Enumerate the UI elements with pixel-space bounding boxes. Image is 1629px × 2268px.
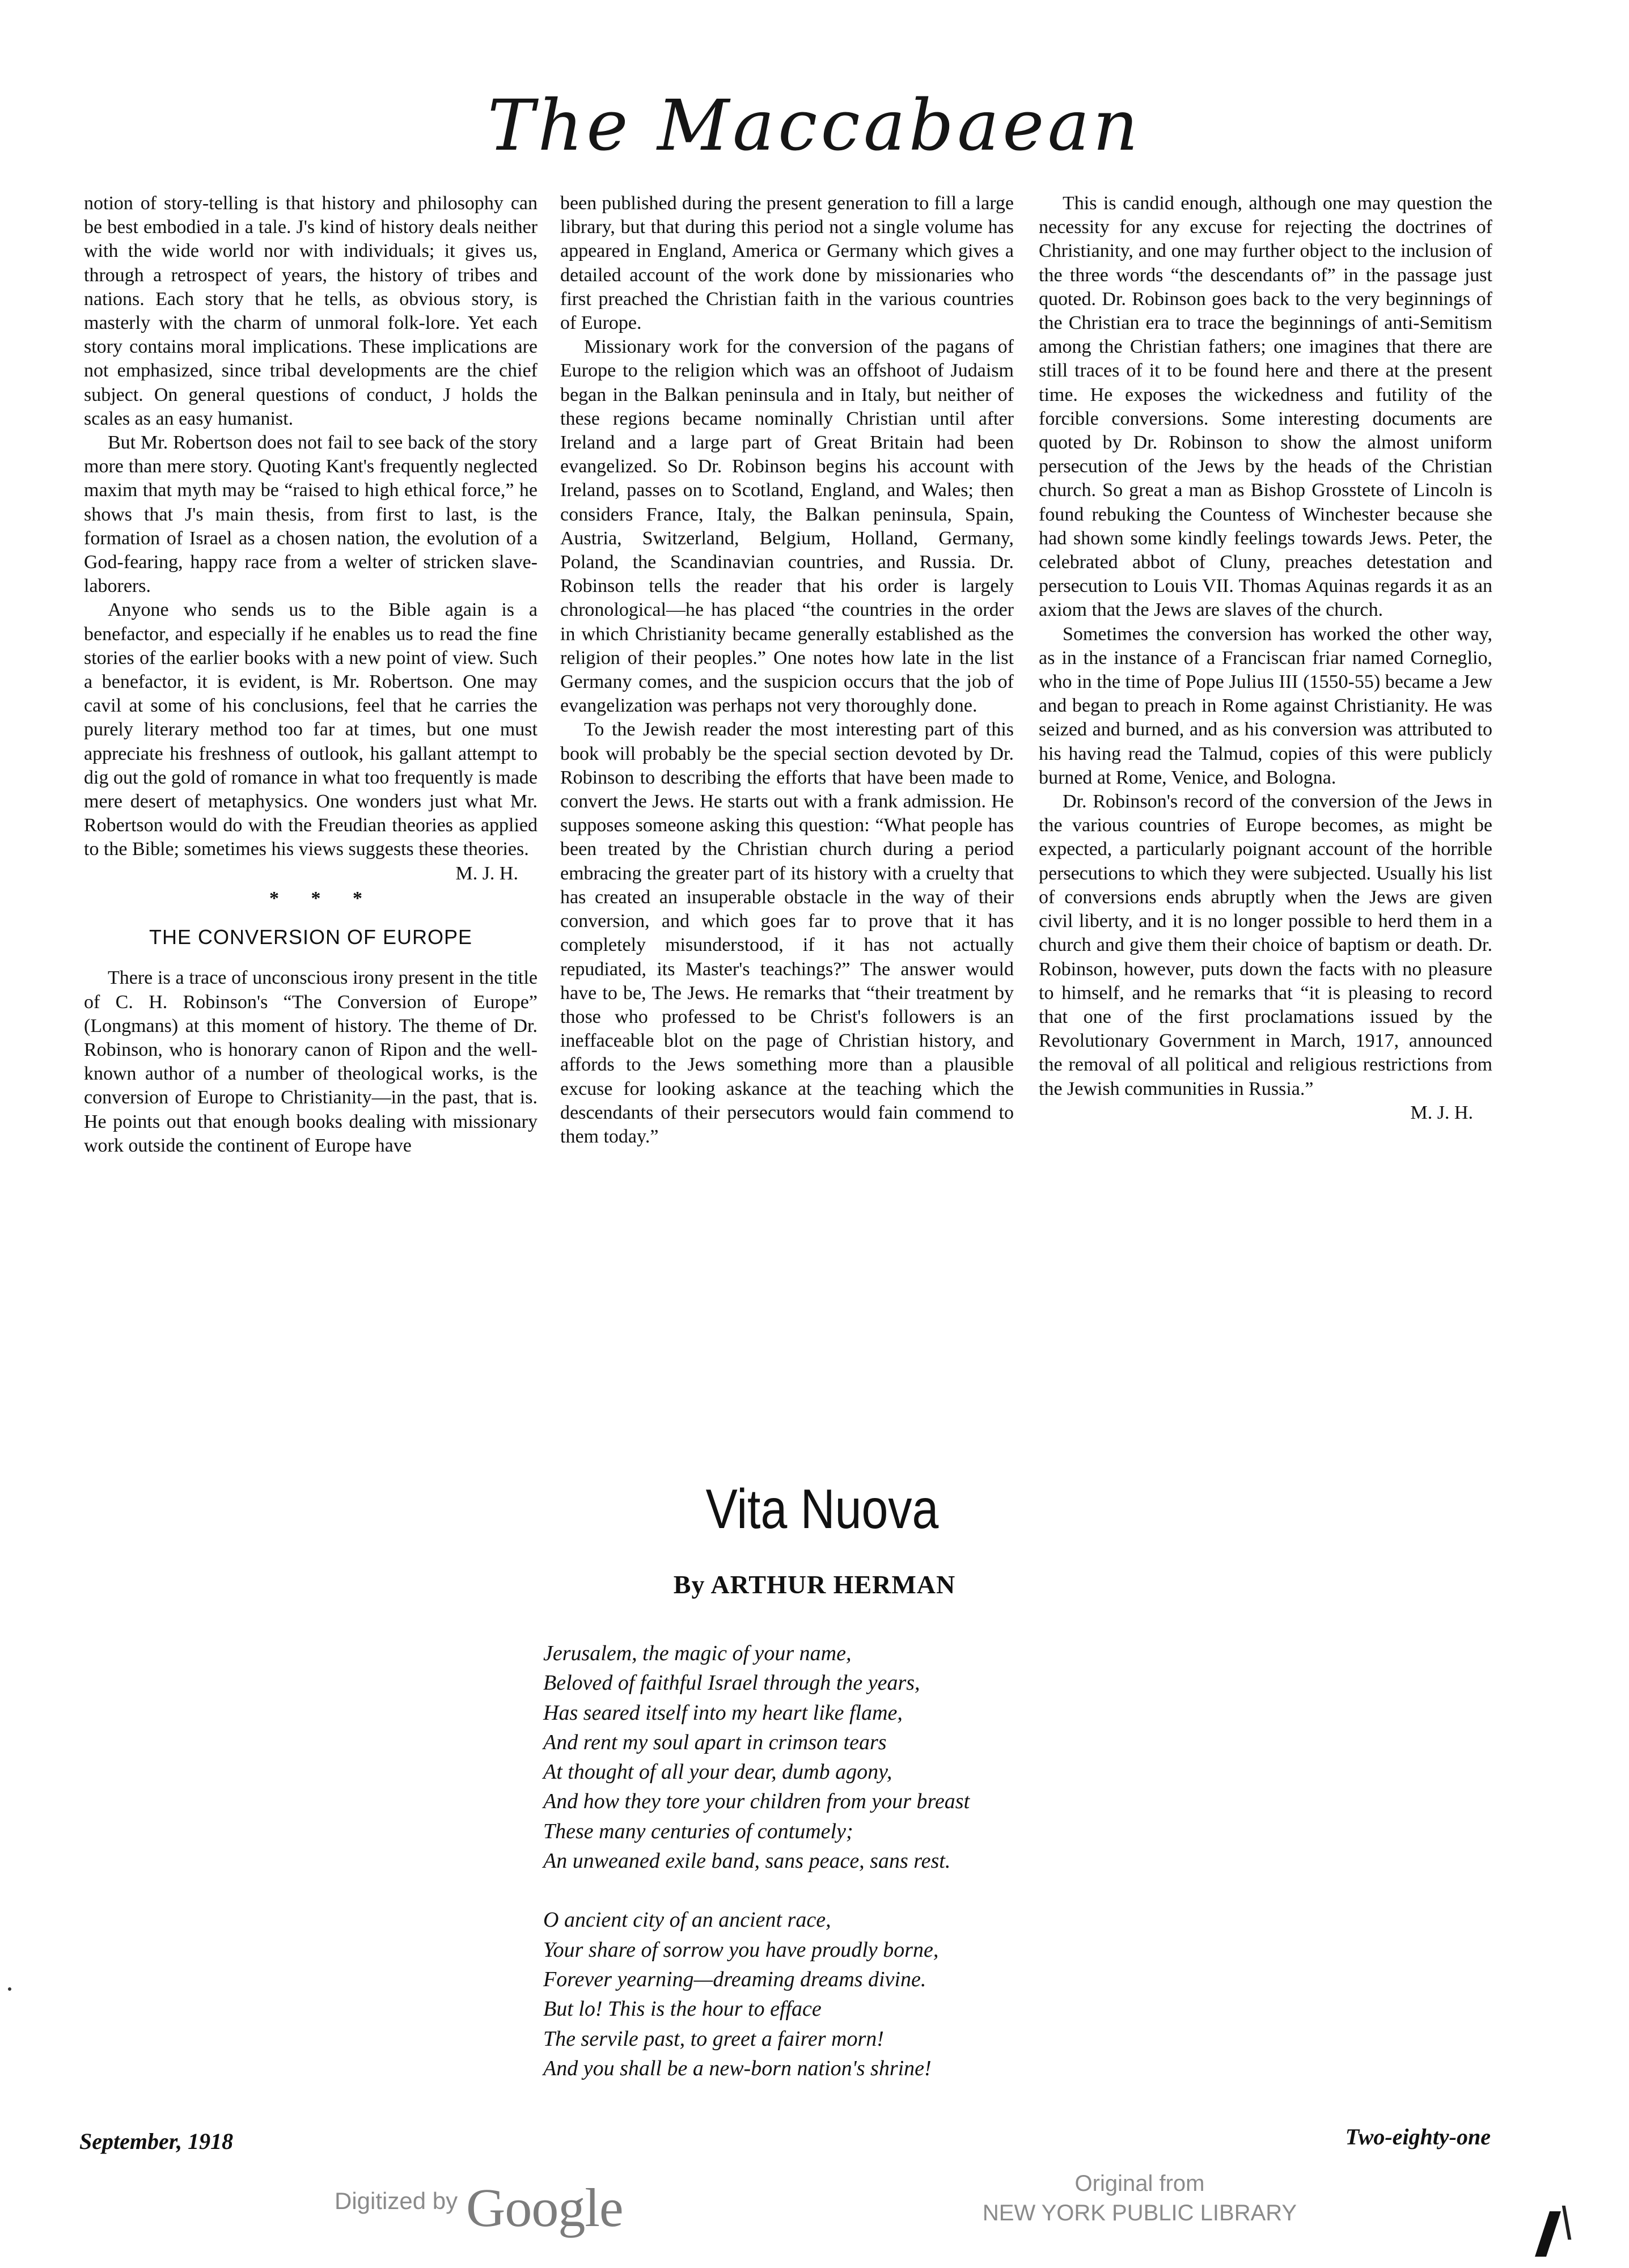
poem-body <box>543 1639 1280 2113</box>
paragraph: Missionary work for the conversion of the pagans of Europe to the religion which was an offshoot of Judaism began in the Balkan peninsula and in Italy, but neither of these regions became nominally Christian until after Ireland and a large part of Great Britain had been evangelized. So Dr. Robinson begins his account with Ireland, passes on to Scotland, England, and Wales; then considers France, Italy, the Balkan peninsula, Spain, Austria, Switzerland, Belgium, Holland, Germany, Poland, the Scandinavian countries, and Russia. Dr. Robinson tells the reader that his order is largely chronological—he has placed “the countries in the order in which Christianity became generally established as the religion of their peoples.” One notes how late in the list Germany comes, and the suspicion occurs that the job of evangelization was perhaps not very thoroughly done. <box>560 336 1014 717</box>
scan-speck <box>8 1987 11 1991</box>
paragraph: been published during the present generation to fill a large library, but that during this period not a single volume has appeared in England, America or Germany which gives a detailed account of the work done by missionaries who first preached the Christian faith in the various countries of Europe. <box>560 193 1014 334</box>
poem-byline: By ARTHUR HERMAN <box>673 1570 956 1599</box>
column-left <box>84 192 538 1158</box>
paragraph: notion of story-telling is that history and philosophy can be best embodied in a tale. J's kind of history deals neither with the wide world nor with individuals; it gives us, through a retrospect of years, the history of tribes and nations. Each story that he tells, as obvious story, is masterly with the charm of unmoral folk-lore. Yet each story contains moral implications. These implications are not emphasized, since tribal developments are the chief subject. On general questions of conduct, J holds the scales as an easy humanist. <box>84 193 538 429</box>
poem-title: Vita Nuova <box>705 1478 939 1540</box>
poem-stanza <box>543 1639 1280 1876</box>
masthead: The Maccabaean <box>487 85 1142 167</box>
issue-date: September, 1918 <box>79 2129 234 2154</box>
paragraph: To the Jewish reader the most interesting part of this book will probably be the special section devoted by Dr. Robinson to describing the efforts that have been made to convert the Jews. He starts out with a frank admission. He supposes someone asking this question: “What people has been treated by the Christian church during a period embracing the greater part of its history with a cruelty that has created an insuperable obstacle in the way of their conversion, and which goes far to prove that it has completely misunderstood, if it has not actually repudiated, its Master's teachings?” The answer would have to be, The Jews. He remarks that “their treatment by those who professed to be Christ's followers is an ineffaceable blot on the page of Christian history, and affords to the Jews something more than a plausible excuse for looking askance at the teaching which the descendants of their persecutors would fain commend to them today.” <box>560 719 1014 1147</box>
poem-line: And how they tore your children from your breast <box>543 1789 970 1814</box>
column-right <box>1039 192 1492 1125</box>
original-from-label: Original from <box>1074 2171 1205 2196</box>
google-logo: Google <box>466 2177 623 2238</box>
section-separator: * * * <box>269 887 376 909</box>
scan-artifact-mark <box>1535 2211 1561 2257</box>
poem-line: The servile past, to greet a fairer morn! <box>543 2026 884 2051</box>
poem-line: And you shall be a new-born nation's shrine! <box>543 2056 932 2080</box>
poem-line: And rent my soul apart in crimson tears <box>543 1730 887 1754</box>
paragraph: Anyone who sends us to the Bible again is a benefactor, and especially if he enables us to read the fine stories of the earlier books with a new point of view. Such a benefactor, it is evident, is Mr. Robertson. One may cavil at some of his conclusions, feel that he carries the purely literary method too far at times, but one must appreciate his freshness of outlook, his gallant attempt to dig out the gold of romance in what too frequently is made mere desert of metaphysics. One wonders just what Mr. Robertson would do with the Freudian theories as applied to the Bible; sometimes his views suggests these theories. <box>84 599 538 860</box>
poem-line: Jerusalem, the magic of your name, <box>543 1641 852 1665</box>
poem-line: Forever yearning—dreaming dreams divine. <box>543 1967 926 1991</box>
poem-line: Has seared itself into my heart like flame, <box>543 1700 903 1725</box>
library-name: NEW YORK PUBLIC LIBRARY <box>982 2201 1297 2225</box>
paragraph: Dr. Robinson's record of the conversion of the Jews in the various countries of Europe becomes, as might be expected, a particularly poignant account of the horrible persecutions to which they were subjected. Usually his list of conversions ends abruptly when the Jews are given civil liberty, and it is no longer possible to herd them in a church and give them their choice of baptism or death. Dr. Robinson, however, puts down the facts with no pleasure to himself, and he remarks that “it is pleasing to record that one of the first proclamations issued by the Revolutionary Government in March, 1917, announced the removal of all political and religious restrictions from the Jewish communities in Russia.” <box>1039 791 1492 1099</box>
section-heading: THE CONVERSION OF EUROPE <box>149 925 473 949</box>
poem-line: Beloved of faithful Israel through the years, <box>543 1671 920 1695</box>
paragraph: This is candid enough, although one may question the necessity for any excuse for rejecting the doctrines of Christianity, and one may further object to the inclusion of the three words “the descendants of” in the passage just quoted. Dr. Robinson goes back to the very beginnings of the Christian era to trace the beginnings of anti-Semitism among the Christian fathers; one imagines that there are still traces of it to be found here and there at the present time. He exposes the wickedness and futility of the forcible conversions. Some interesting documents are quoted by Dr. Robinson to show the almost uniform persecution of the Jews by the heads of the Christian church. So great a man as Bishop Grosstete of Lincoln is found rebuking the Countess of Winchester because she had shown some kindly feelings towards Jews. Peter, the celebrated abbot of Cluny, preaches detestation and persecution to Louis VII. Thomas Aquinas regards it as an axiom that the Jews are slaves of the church. <box>1039 193 1492 621</box>
library-attribution <box>981 2169 1298 2228</box>
poem-line: O ancient city of an ancient race, <box>543 1908 831 1932</box>
signature: M. J. H. <box>455 862 518 884</box>
paragraph: But Mr. Robertson does not fail to see back of the story more than mere story. Quoting Kant's frequently neglected maxim that myth may be “raised to high ethical force,” he shows that J's main thesis, from first to last, is the formation of Israel as a chosen nation, the evolution of a God-fearing, happy race from a welter of stricken slave-laborers. <box>84 432 538 597</box>
digitized-by-label: Digitized by <box>335 2187 458 2214</box>
paragraph: There is a trace of unconscious irony present in the title of C. H. Robinson's “The Conversion of Europe” (Longmans) at this moment of history. The theme of Dr. Robinson, who is honorary canon of Ripon and the well-known author of a number of theological works, is the conversion of Europe to Christianity—in the past, that is. He points out that enough books dealing with missionary work outside the continent of Europe have <box>84 967 538 1156</box>
paragraph: Sometimes the conversion has worked the other way, as in the instance of a Franciscan friar named Corneglio, who in the time of Pope Julius III (1550-55) became a Jew and began to preach in Rome against Christianity. He was seized and burned, and as his conversion was attributed to his having read the Talmud, copies of this were publicly burned at Rome, Venice, and Bologna. <box>1039 623 1492 788</box>
poem-line: Your share of sorrow you have proudly borne, <box>543 1937 939 1962</box>
poem-line: These many centuries of contumely; <box>543 1819 853 1843</box>
poem-line: An unweaned exile band, sans peace, sans rest. <box>543 1849 951 1873</box>
column-middle <box>560 192 1014 1149</box>
poem-line: But lo! This is the hour to efface <box>543 1997 822 2021</box>
signature: M. J. H. <box>1410 1102 1473 1123</box>
poem-line: At thought of all your dear, dumb agony, <box>543 1760 892 1784</box>
poem-stanza <box>543 1905 1280 2083</box>
page-number: Two-eighty-one <box>1345 2124 1491 2149</box>
scan-artifact-mark <box>1562 2206 1572 2240</box>
